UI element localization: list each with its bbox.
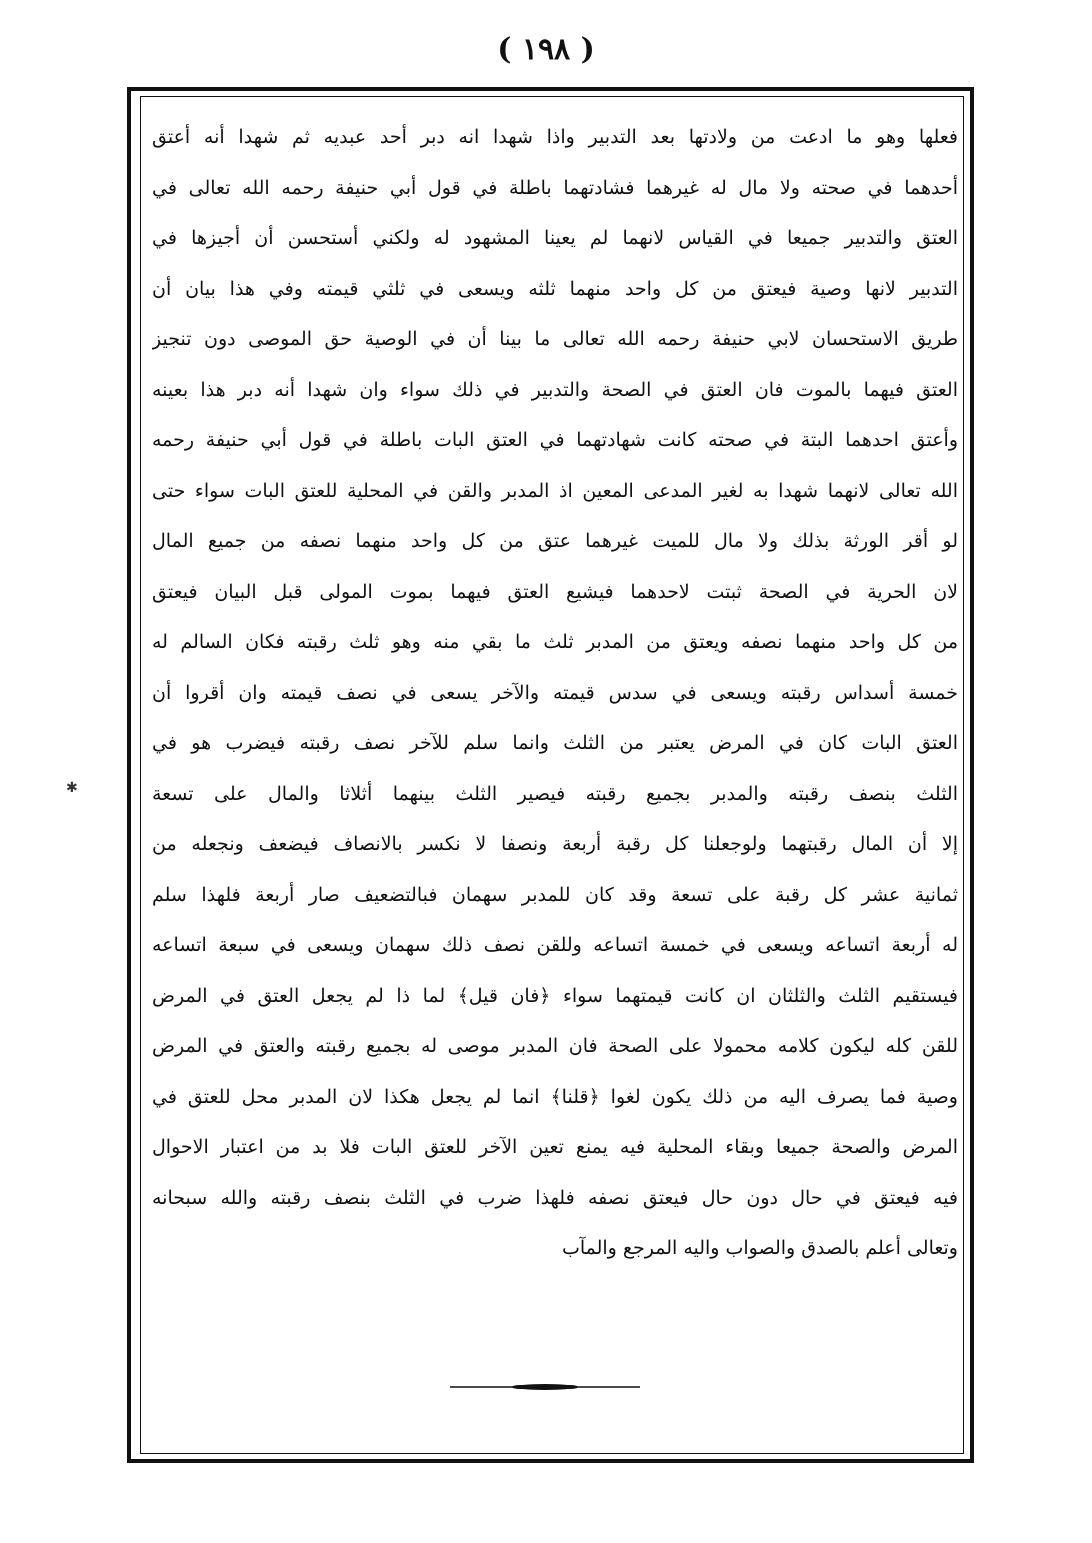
- text-line: المرض والصحة جميعا وبقاء المحلية فيه يمنع تعين الآخر للعتق البات فلا بد من اعتبار الاحوال: [152, 1136, 958, 1158]
- text-line: طريق الاستحسان لابي حنيفة رحمه الله تعالى ما بينا أن في الوصية حق الموصى دون تنجيز: [152, 328, 958, 350]
- text-line: أحدهما في صحته ولا مال له غيرهما فشادتهما باطلة في قول أبي حنيفة رحمه الله تعالى في: [152, 176, 958, 199]
- text-line: وأعتق احدهما البتة في صحته كانت شهادتهما في العتق البات باطلة في قول أبي حنيفة رحمه: [152, 429, 958, 451]
- text-line: العتق والتدبير جميعا في القياس لانهما لم يعينا المشهود له ولكني أستحسن أن أجيزها في: [152, 227, 958, 249]
- text-line: الثلث بنصف رقبته والمدبر بجميع رقبته فيصير الثلث بينهما أثلاثا والمال على تسعة: [152, 782, 958, 805]
- end-ornament: [450, 1383, 640, 1391]
- text-line: العتق البات كان في المرض يعتبر من الثلث وانما سلم للآخر نصف رقبته فيضرب هو في: [152, 732, 958, 754]
- main-text-body: [152, 112, 958, 1274]
- text-line: للقن كله ليكون كلامه محمولا على الصحة فان المدبر موصى له بجميع رقبته والعتق في المرض: [152, 1035, 958, 1057]
- text-line: العتق فيهما بالموت فان العتق في الصحة والتدبير في ذلك سواء وان شهدا أنه دبر هذا بعينه: [152, 378, 958, 401]
- margin-speck: ✱: [66, 780, 78, 796]
- text-line: من كل واحد منهما نصفه ويعتق من المدبر ثلث ما بقي منه وهو ثلث رقبته فكان السالم له: [152, 631, 958, 653]
- text-line: فيه فيعتق في حال دون حال فيعتق نصفه فلهذا ضرب في الثلث بنصف رقبته والله سبحانه: [152, 1186, 958, 1209]
- text-line: وصية فما يصرف اليه من ذلك يكون لغوا ﴿قلنا﴾ انما لم يجعل هكذا لان المدبر محل للعتق في: [152, 1085, 958, 1108]
- text-line: فعلها وهو ما ادعت من ولادتها بعد التدبير واذا شهدا انه دبر أحد عبديه ثم شهدا أنه أعتق: [152, 126, 958, 148]
- text-line: التدبير لانها وصية فيعتق من كل واحد منهما ثلثه ويسعى في ثلثي قيمته وفي هذا بيان أن: [152, 277, 958, 300]
- text-line: الله تعالى لانهما شهدا به لغير المدعى المعين اذ المدبر والقن في المحلية للعتق البات سواء حتى: [152, 479, 958, 502]
- text-line: فيستقيم الثلث والثلثان ان كانت قيمتهما سواء ﴿فان قيل﴾ لما ذا لم يجعل العتق في المرض: [152, 984, 958, 1007]
- text-line: وتعالى أعلم بالصدق والصواب واليه المرجع والمآب: [561, 1237, 958, 1259]
- text-line: ثمانية عشر كل رقبة على تسعة وقد كان للمدبر سهمان فبالتضعيف صار أربعة فلهذا سلم: [152, 883, 958, 906]
- text-line: إلا أن المال رقبتهما ولوجعلنا كل رقبة أربعة ونصفا لا نكسر بالانصاف فيضعف ونجعله من: [152, 833, 958, 855]
- page-number: ( ١٩٨ ): [497, 32, 595, 67]
- text-line: لان الحرية في الصحة ثبتت لاحدهما فيشيع العتق فيهما بموت المولى قبل البيان فيعتق: [152, 580, 958, 603]
- text-line: له أربعة اتساعه ويسعى في خمسة اتساعه وللقن نصف ذلك سهمان ويسعى في سبعة اتساعه: [152, 934, 958, 956]
- text-line: خمسة أسداس رقبته ويسعى في سدس قيمته والآخر يسعى في نصف قيمته وان أقروا أن: [152, 681, 958, 704]
- text-line: لو أقر الورثة بذلك ولا مال للميت غيرهما عتق من كل واحد منهما نصفه من جميع المال: [152, 530, 958, 552]
